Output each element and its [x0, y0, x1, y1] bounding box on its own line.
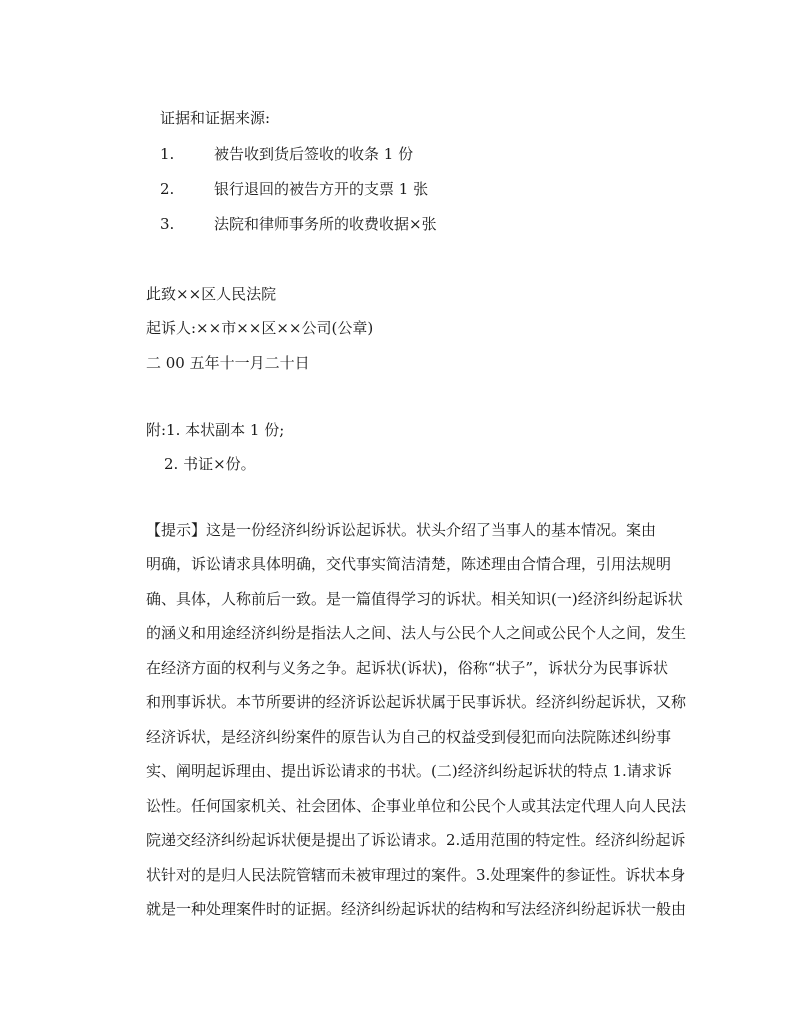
date-line: 二 00 五年十一月二十日	[146, 354, 310, 372]
notes-line: 院递交经济纠纷起诉状便是提出了诉讼请求。2.适用范围的特定性。经济纠纷起诉	[146, 831, 686, 849]
plaintiff-line: 起诉人:××市××区××公司(公章)	[146, 319, 374, 337]
notes-line: 【提示】这是一份经济纠纷诉讼起诉状。状头介绍了当事人的基本情况。案由	[146, 521, 657, 539]
evidence-item-text: 银行退回的被告方开的支票 1 张	[214, 180, 429, 198]
attachment-line-1: 附:1. 本状副本 1 份;	[146, 421, 285, 439]
notes-line: 就是一种处理案件时的证据。经济纠纷起诉状的结构和写法经济纠纷起诉状一般由	[146, 900, 687, 918]
evidence-item-number: 1.	[160, 145, 175, 163]
attachment-line-2: 2. 书证×份。	[164, 455, 256, 473]
notes-line: 状针对的是归人民法院管辖而未被审理过的案件。3.处理案件的参证性。诉状本身	[146, 866, 686, 884]
notes-line: 的涵义和用途经济纠纷是指法人之间、法人与公民个人之间或公民个人之间，发生	[146, 624, 687, 642]
notes-line: 讼性。任何国家机关、社会团体、企事业单位和公民个人或其法定代理人向人民法	[146, 797, 687, 815]
evidence-heading: 证据和证据来源:	[160, 109, 271, 127]
notes-line: 确、具体，人称前后一致。是一篇值得学习的诉状。相关知识(一)经济纠纷起诉状	[146, 590, 683, 608]
evidence-item-number: 2.	[160, 180, 175, 198]
notes-line: 在经济方面的权利与义务之争。起诉状(诉状)，俗称“状子”，诉状分为民事诉状	[146, 659, 669, 677]
notes-line: 经济诉状，是经济纠纷案件的原告认为自己的权益受到侵犯而向法院陈述纠纷事	[146, 728, 672, 746]
evidence-item-number: 3.	[160, 215, 175, 233]
evidence-item-text: 被告收到货后签收的收条 1 份	[214, 145, 414, 163]
addressee-line: 此致××区人民法院	[146, 285, 277, 303]
evidence-item-text: 法院和律师事务所的收费收据×张	[214, 215, 437, 233]
notes-line: 实、阐明起诉理由、提出诉讼请求的书状。(二)经济纠纷起诉状的特点 1.请求诉	[146, 762, 672, 780]
notes-line: 明确，诉讼请求具体明确，交代事实简洁清楚，陈述理由合情合理，引用法规明	[146, 555, 672, 573]
notes-line: 和刑事诉状。本节所要讲的经济诉讼起诉状属于民事诉状。经济纠纷起诉状，又称	[146, 693, 687, 711]
